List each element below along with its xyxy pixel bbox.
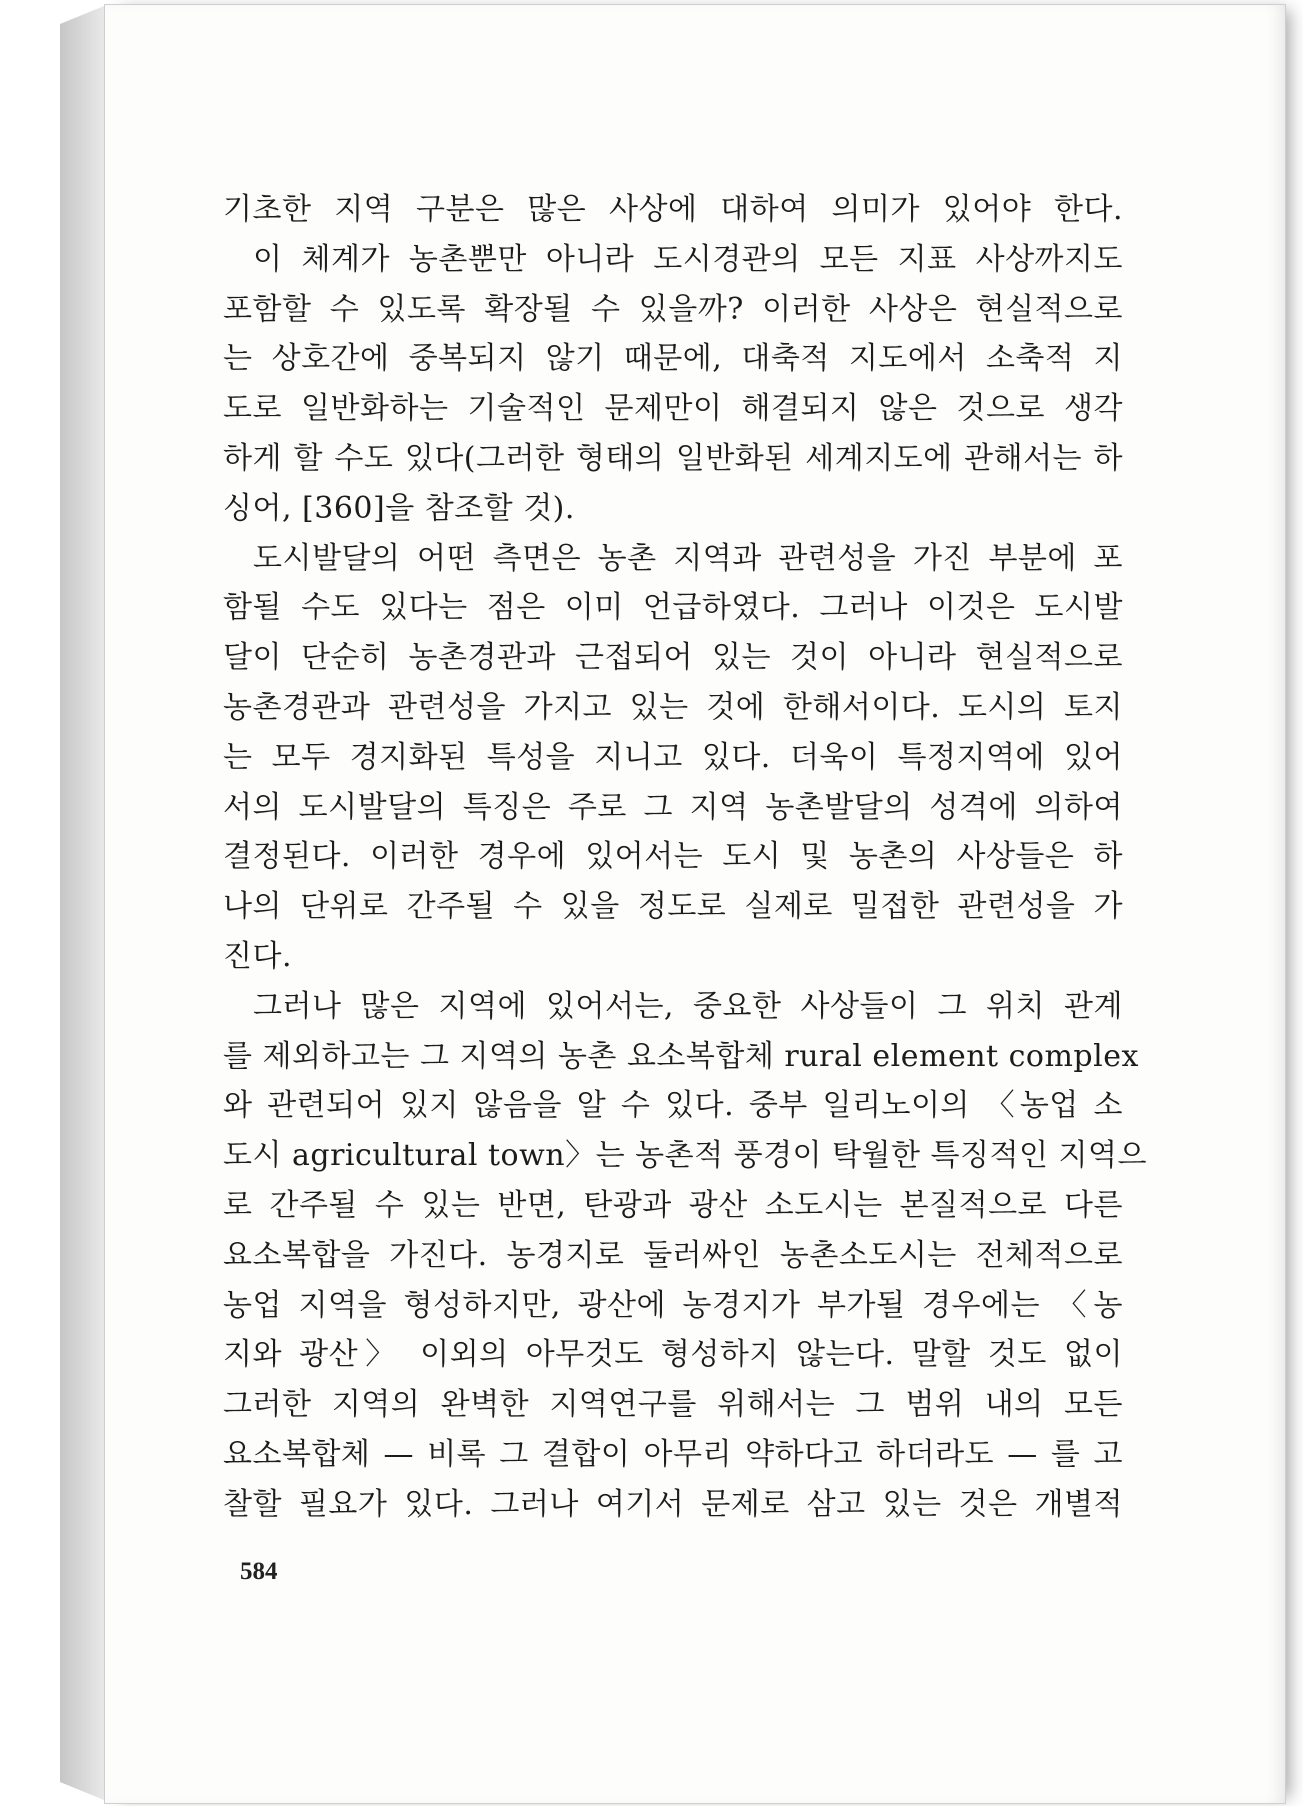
text-line: 지와 광산〉 이외의 아무것도 형성하지 않는다. 말할 것도 없이: [223, 1337, 1123, 1373]
book-spine: [60, 6, 104, 1800]
text-line: 찰할 필요가 있다. 그러나 여기서 문제로 삼고 있는 것은 개별적: [223, 1486, 1123, 1522]
text-line: 진다.: [223, 938, 292, 974]
text-line: 포함할 수 있도록 확장될 수 있을까? 이러한 사상은 현실적으로: [223, 291, 1123, 327]
text-line: 서의 도시발달의 특징은 주로 그 지역 농촌발달의 성격에 의하여: [223, 789, 1123, 825]
text-line: 는 상호간에 중복되지 않기 때문에, 대축적 지도에서 소축적 지: [223, 341, 1123, 377]
book-page: [104, 4, 1286, 1804]
text-line: 농업 지역을 형성하지만, 광산에 농경지가 부가될 경우에는 〈농: [223, 1287, 1123, 1323]
text-line: 이 체계가 농촌뿐만 아니라 도시경관의 모든 지표 사상까지도: [253, 241, 1123, 277]
text-line: 요소복합을 가진다. 농경지로 둘러싸인 농촌소도시는 전체적으로: [223, 1237, 1123, 1273]
text-line: 도시발달의 어떤 측면은 농촌 지역과 관련성을 가진 부분에 포: [253, 540, 1123, 576]
body-text: [223, 185, 1147, 1530]
text-line: 기초한 지역 구분은 많은 사상에 대하여 의미가 있어야 한다.: [223, 192, 1123, 227]
text-line: 결정된다. 이러한 경우에 있어서는 도시 및 농촌의 사상들은 하: [223, 839, 1123, 875]
page-number: 584: [240, 1558, 278, 1585]
text-line: 로 간주될 수 있는 반면, 탄광과 광산 소도시는 본질적으로 다른: [223, 1187, 1123, 1223]
text-line: 농촌경관과 관련성을 가지고 있는 것에 한해서이다. 도시의 토지: [223, 689, 1123, 725]
text-line: 싱어, [360]을 참조할 것).: [223, 490, 575, 526]
text-line: 는 모두 경지화된 특성을 지니고 있다. 더욱이 특정지역에 있어: [223, 739, 1123, 775]
text-line: 를 제외하고는 그 지역의 농촌 요소복합체 rural element complex: [223, 1038, 1139, 1074]
text-line: 달이 단순히 농촌경관과 근접되어 있는 것이 아니라 현실적으로: [223, 640, 1123, 676]
text-line: 하게 할 수도 있다(그러한 형태의 일반화된 세계지도에 관해서는 하: [223, 440, 1123, 476]
text-line: 도로 일반화하는 기술적인 문제만이 해결되지 않은 것으로 생각: [223, 391, 1123, 427]
text-line: 도시 agricultural town〉는 농촌적 풍경이 탁월한 특징적인 지역으: [223, 1138, 1147, 1174]
text-line: 와 관련되어 있지 않음을 알 수 있다. 중부 일리노이의 〈농업 소: [223, 1088, 1123, 1124]
text-line: 그러나 많은 지역에 있어서는, 중요한 사상들이 그 위치 관계: [253, 988, 1123, 1024]
text-line: 함될 수도 있다는 점은 이미 언급하였다. 그러나 이것은 도시발: [223, 590, 1123, 626]
text-line: 나의 단위로 간주될 수 있을 정도로 실제로 밀접한 관련성을 가: [223, 889, 1123, 925]
text-line: 그러한 지역의 완벽한 지역연구를 위해서는 그 범위 내의 모든: [223, 1387, 1123, 1423]
text-line: 요소복합체 — 비록 그 결합이 아무리 약하다고 하더라도 — 를 고: [223, 1436, 1123, 1472]
